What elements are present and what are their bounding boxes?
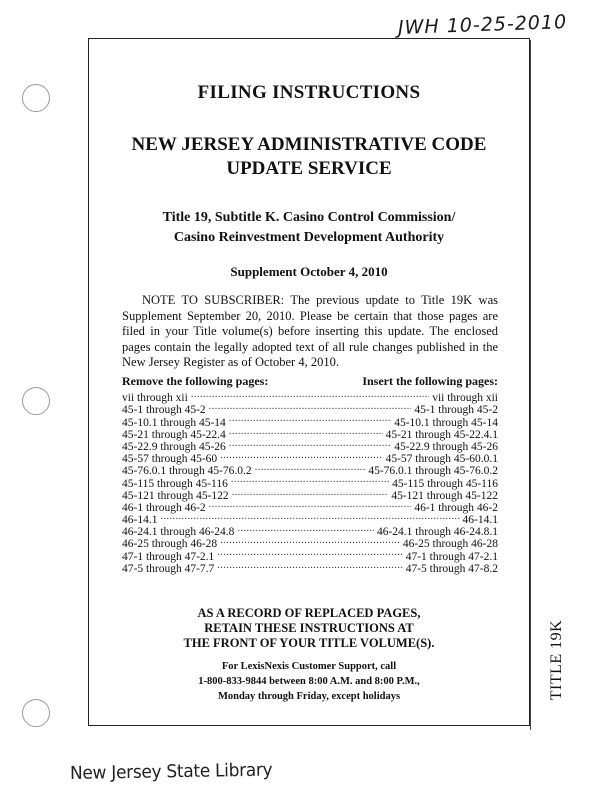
insert-pages: 45-121 through 45-122 [391, 489, 498, 502]
remove-pages: 45-21 through 45-22.4 [122, 428, 226, 441]
insert-pages: 45-22.9 through 45-26 [394, 440, 498, 453]
remove-header: Remove the following pages: [122, 374, 269, 388]
remove-pages: 45-121 through 45-122 [122, 489, 229, 502]
pages-table [122, 374, 498, 575]
dot-leader [209, 499, 412, 511]
pages-rows [122, 389, 498, 575]
subscriber-note: NOTE TO SUBSCRIBER: The previous update to Title 19K was Supplement September 20, 2010. Please be certain that those pages are filed in your Title volume(s) before inserting this update. The enclosed pages contain the legally adopted text of all rule changes published in the New Jersey Register as of October 4, 2010. [122, 293, 498, 369]
subtitle-line2: Casino Reinvestment Development Authority [173, 230, 445, 245]
remove-pages: 46-1 through 46-2 [122, 501, 206, 514]
remove-pages: 45-22.9 through 45-26 [122, 440, 226, 453]
remove-pages: 45-10.1 through 45-14 [122, 416, 226, 429]
insert-pages: 45-76.0.1 through 45-76.0.2 [368, 465, 498, 478]
remove-pages: 46-25 through 46-28 [122, 538, 218, 551]
insert-pages: 45-10.1 through 45-14 [394, 416, 498, 429]
code-title-line2: UPDATE SERVICE [226, 158, 392, 179]
library-stamp: New Jersey State Library [69, 759, 273, 785]
page-title: FILING INSTRUCTIONS [197, 82, 421, 103]
code-title-line1: NEW JERSEY ADMINISTRATIVE CODE [131, 134, 487, 155]
handwritten-note: JWH 10-25-2010 [397, 11, 568, 39]
insert-pages: 45-115 through 45-116 [392, 477, 498, 490]
remove-pages: 46-14.1 [122, 514, 158, 527]
supplement-date: Supplement October 4, 2010 [230, 264, 388, 279]
remove-pages: 47-5 through 47-7.7 [122, 562, 215, 575]
page-row [122, 523, 498, 539]
dot-leader [220, 535, 400, 547]
record-line3: THE FRONT OF YOUR TITLE VOLUME(S). [183, 636, 435, 650]
punch-hole-bottom [22, 699, 50, 727]
subtitle [88, 208, 530, 248]
support-line3: Monday through Friday, except holidays [217, 691, 401, 702]
punch-hole-top [22, 84, 50, 112]
dot-leader [191, 389, 429, 401]
dot-leader [160, 511, 459, 523]
insert-pages: 47-5 through 47-8.2 [405, 562, 498, 575]
insert-pages: 45-1 through 45-2 [414, 404, 498, 417]
record-line2: RETAIN THESE INSTRUCTIONS AT [204, 621, 414, 635]
insert-pages: 46-25 through 46-28 [402, 538, 498, 551]
remove-pages: vii through xii [122, 392, 188, 405]
dot-leader [231, 474, 389, 486]
remove-pages: 47-1 through 47-2.1 [122, 550, 215, 563]
dot-leader [232, 487, 389, 499]
dot-leader [217, 560, 402, 572]
support-line2: 1-800-833-9844 between 8:00 A.M. and 8:00 P.M., [198, 676, 420, 687]
dot-leader [217, 547, 402, 559]
remove-pages: 46-24.1 through 46-24.8 [122, 526, 235, 539]
dot-leader [255, 462, 366, 474]
record-line1: AS A RECORD OF REPLACED PAGES, [197, 606, 421, 620]
insert-pages: 46-24.1 through 46-24.8.1 [376, 526, 498, 539]
insert-pages: vii through xii [432, 392, 498, 405]
record-instructions [88, 606, 530, 651]
customer-support [88, 659, 530, 704]
insert-pages: 45-21 through 45-22.4.1 [385, 428, 498, 441]
dot-leader [229, 438, 391, 450]
remove-pages: 45-115 through 45-116 [122, 477, 228, 490]
subtitle-line1: Title 19, Subtitle K. Casino Control Commission/ [162, 210, 456, 225]
remove-pages: 45-76.0.1 through 45-76.0.2 [122, 465, 252, 478]
code-title [88, 133, 530, 181]
pages-header [122, 374, 498, 389]
dot-leader [220, 450, 382, 462]
insert-pages: 45-57 through 45-60.0.1 [385, 453, 498, 466]
spine-label: TITLE 19K [548, 619, 565, 701]
punch-hole-middle [22, 387, 50, 415]
dot-leader [209, 401, 412, 413]
insert-pages: 46-1 through 46-2 [414, 501, 498, 514]
insert-pages: 47-1 through 47-2.1 [405, 550, 498, 563]
insert-pages: 46-14.1 [462, 514, 498, 527]
remove-pages: 45-57 through 45-60 [122, 453, 218, 466]
insert-header: Insert the following pages: [362, 374, 498, 388]
support-line1: For LexisNexis Customer Support, call [221, 661, 397, 672]
dot-leader [229, 426, 383, 438]
page-row [122, 389, 498, 405]
dot-leader [237, 523, 374, 535]
remove-pages: 45-1 through 45-2 [122, 404, 206, 417]
spine-divider [530, 40, 531, 730]
dot-leader [229, 413, 391, 425]
page-row [122, 511, 498, 527]
